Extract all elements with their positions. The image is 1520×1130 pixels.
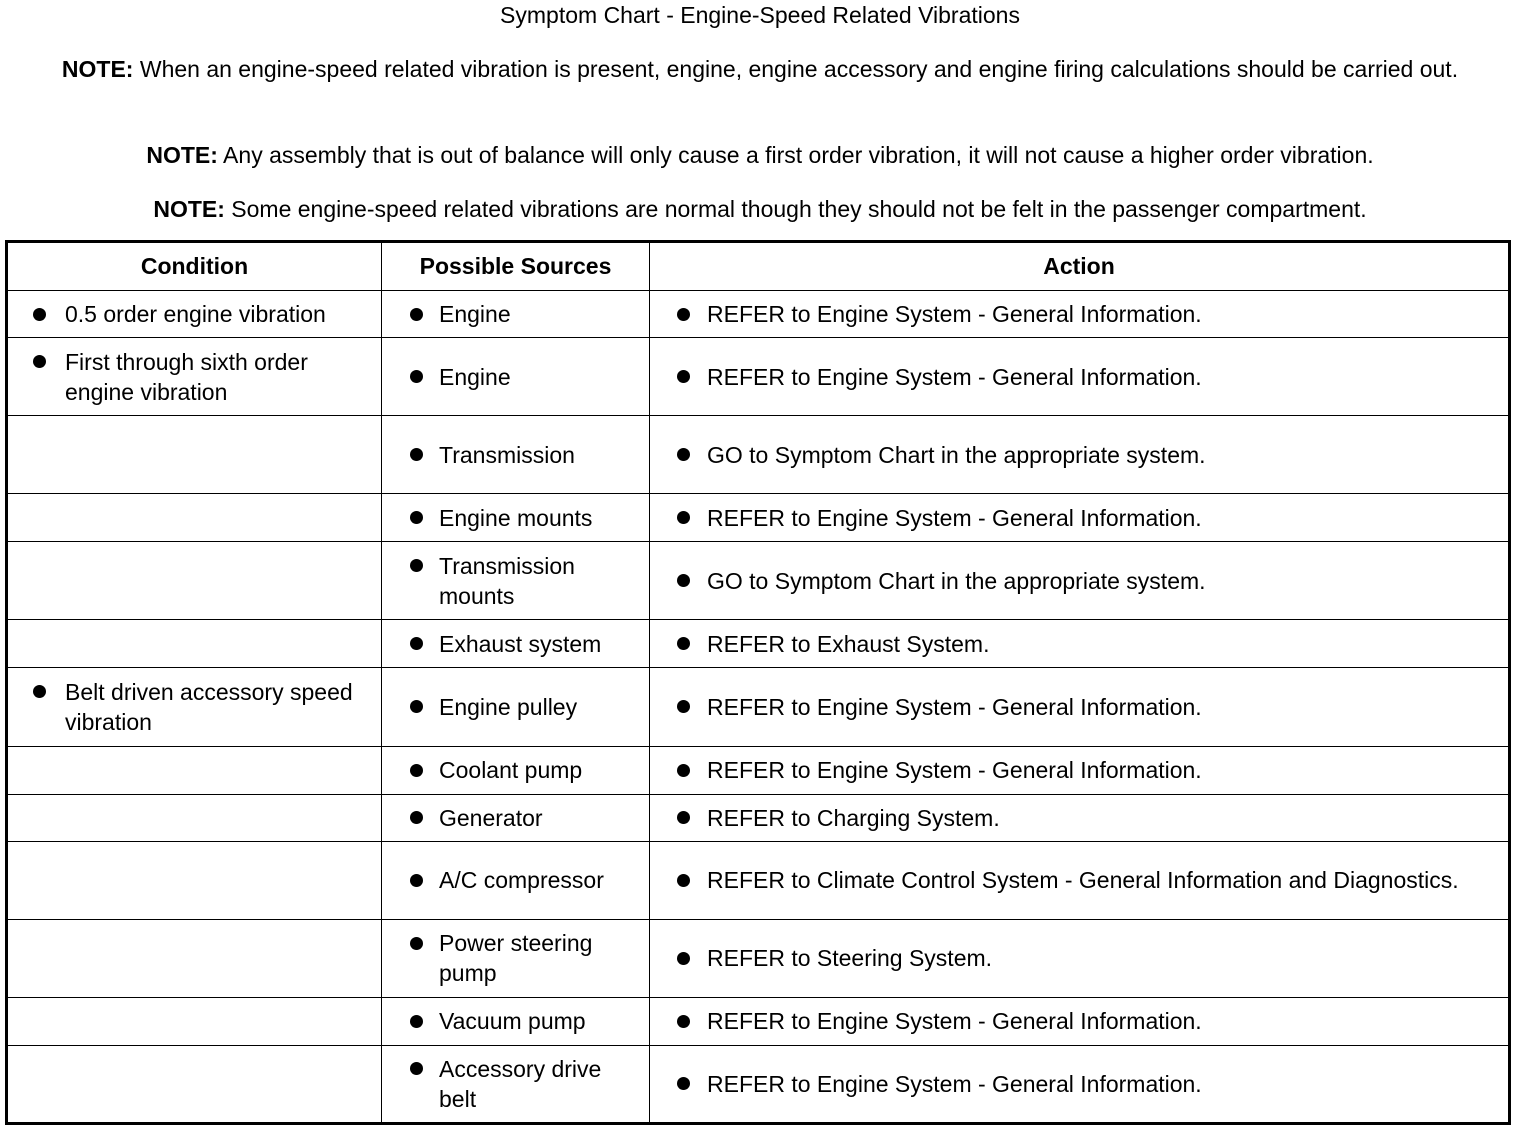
note-3 [0, 194, 1520, 224]
possible-source-cell [382, 746, 650, 794]
possible-source-cell [382, 919, 650, 997]
bullet-text: A/C compressor [439, 867, 604, 894]
table-row [7, 338, 1510, 416]
bullet-text: REFER to Engine System - General Information. [707, 363, 1202, 390]
bullet-icon [677, 637, 690, 650]
bullet-text: Engine [439, 301, 511, 328]
bullet-icon [677, 874, 690, 887]
possible-source-cell [382, 542, 650, 620]
bullet-item [650, 755, 1508, 785]
bullet-item [382, 865, 649, 895]
condition-cell [7, 1045, 382, 1123]
bullet-icon [410, 559, 423, 572]
table-row [7, 1045, 1510, 1123]
bullet-item [382, 503, 649, 533]
bullet-text: Transmission mounts [439, 552, 575, 609]
bullet-text: REFER to Engine System - General Information. [707, 693, 1202, 720]
bullet-icon [410, 448, 423, 461]
action-cell [650, 919, 1510, 997]
note-label: NOTE: [153, 196, 225, 222]
bullet-text: REFER to Exhaust System. [707, 630, 990, 657]
bullet-text: REFER to Engine System - General Information. [707, 757, 1202, 784]
bullet-text: REFER to Steering System. [707, 945, 993, 972]
bullet-icon [410, 874, 423, 887]
bullet-icon [677, 370, 690, 383]
table-row [7, 668, 1510, 746]
bullet-icon [677, 952, 690, 965]
action-cell [650, 794, 1510, 841]
bullet-item [650, 299, 1508, 329]
table-header-row [7, 242, 1510, 291]
bullet-item [650, 566, 1508, 596]
bullet-icon [677, 511, 690, 524]
action-cell [650, 338, 1510, 416]
bullet-text: Engine mounts [439, 504, 593, 531]
condition-cell [7, 620, 382, 668]
bullet-item [382, 299, 649, 329]
action-cell [650, 668, 1510, 746]
header-action: Action [650, 242, 1510, 291]
bullet-icon [33, 308, 46, 321]
bullet-item [650, 943, 1508, 973]
action-cell [650, 494, 1510, 542]
possible-source-cell [382, 338, 650, 416]
symptom-chart-table [5, 240, 1511, 1125]
possible-source-cell [382, 794, 650, 841]
bullet-item [650, 803, 1508, 833]
bullet-icon [677, 700, 690, 713]
bullet-text: First through sixth order engine vibration [65, 348, 308, 405]
bullet-item [650, 629, 1508, 659]
condition-cell [7, 841, 382, 919]
bullet-item [382, 803, 649, 833]
bullet-item [382, 755, 649, 785]
table-row [7, 620, 1510, 668]
bullet-icon [410, 637, 423, 650]
bullet-item [382, 440, 649, 470]
note-text: When an engine-speed related vibration is present, engine, engine accessory and engine firing calculations should be carried out. [133, 56, 1459, 82]
bullet-icon [410, 511, 423, 524]
table-row [7, 416, 1510, 494]
possible-source-cell [382, 494, 650, 542]
possible-source-cell [382, 620, 650, 668]
bullet-icon [410, 1015, 423, 1028]
bullet-item [382, 1006, 649, 1036]
bullet-text: REFER to Climate Control System - General Information and Diagnostics. [707, 867, 1459, 894]
table-row [7, 794, 1510, 841]
bullet-item [650, 1069, 1508, 1099]
bullet-item [650, 503, 1508, 533]
possible-source-cell [382, 416, 650, 494]
table-row [7, 494, 1510, 542]
condition-cell [7, 338, 382, 416]
condition-cell [7, 542, 382, 620]
bullet-item [650, 440, 1508, 470]
bullet-item [382, 362, 649, 392]
bullet-icon [677, 308, 690, 321]
bullet-text: Vacuum pump [439, 1008, 586, 1035]
action-cell [650, 542, 1510, 620]
bullet-icon [677, 811, 690, 824]
table-row [7, 542, 1510, 620]
bullet-text: REFER to Charging System. [707, 804, 1000, 831]
table-row [7, 997, 1510, 1045]
bullet-icon [677, 1015, 690, 1028]
action-cell [650, 997, 1510, 1045]
bullet-text: Generator [439, 804, 543, 831]
bullet-icon [410, 308, 423, 321]
bullet-text: GO to Symptom Chart in the appropriate system. [707, 441, 1206, 468]
bullet-icon [410, 1062, 423, 1075]
bullet-icon [677, 448, 690, 461]
bullet-item [382, 629, 649, 659]
condition-cell [7, 494, 382, 542]
table-body [7, 291, 1510, 1124]
bullet-text: REFER to Engine System - General Information. [707, 1070, 1202, 1097]
possible-source-cell [382, 1045, 650, 1123]
bullet-text: Engine pulley [439, 693, 578, 720]
bullet-icon [410, 700, 423, 713]
bullet-item [382, 928, 649, 988]
bullet-text: Power steering pump [439, 930, 593, 987]
note-1 [16, 54, 1504, 84]
condition-cell [7, 416, 382, 494]
action-cell [650, 841, 1510, 919]
possible-source-cell [382, 291, 650, 338]
header-possible-sources: Possible Sources [382, 242, 650, 291]
bullet-item [382, 692, 649, 722]
possible-source-cell [382, 841, 650, 919]
table-row [7, 841, 1510, 919]
bullet-icon [410, 811, 423, 824]
bullet-text: Exhaust system [439, 630, 602, 657]
condition-cell [7, 794, 382, 841]
bullet-item [8, 677, 381, 737]
bullet-text: REFER to Engine System - General Information. [707, 504, 1202, 531]
bullet-text: Transmission [439, 441, 575, 468]
bullet-item [650, 1006, 1508, 1036]
note-text: Any assembly that is out of balance will only cause a first order vibration, it will not cause a higher order vibration. [217, 142, 1374, 168]
note-text: Some engine-speed related vibrations are normal though they should not be felt in the passenger compartment. [224, 196, 1367, 222]
note-label: NOTE: [146, 142, 218, 168]
condition-cell [7, 668, 382, 746]
action-cell [650, 1045, 1510, 1123]
bullet-text: Accessory drive belt [439, 1055, 602, 1112]
bullet-icon [677, 1077, 690, 1090]
header-condition: Condition [7, 242, 382, 291]
bullet-icon [410, 764, 423, 777]
condition-cell [7, 291, 382, 338]
bullet-item [650, 865, 1508, 895]
bullet-text: 0.5 order engine vibration [65, 301, 326, 328]
bullet-text: Engine [439, 363, 511, 390]
bullet-icon [410, 370, 423, 383]
note-label: NOTE: [61, 56, 134, 82]
bullet-text: Belt driven accessory speed vibration [65, 678, 353, 735]
table-row [7, 291, 1510, 338]
action-cell [650, 746, 1510, 794]
page-title: Symptom Chart - Engine-Speed Related Vibrations [500, 2, 1020, 28]
action-cell [650, 416, 1510, 494]
condition-cell [7, 919, 382, 997]
possible-source-cell [382, 668, 650, 746]
bullet-item [8, 347, 381, 407]
bullet-text: REFER to Engine System - General Information. [707, 1008, 1202, 1035]
condition-cell [7, 997, 382, 1045]
bullet-text: Coolant pump [439, 757, 583, 784]
action-cell [650, 620, 1510, 668]
bullet-item [8, 299, 381, 329]
table-row [7, 746, 1510, 794]
bullet-text: GO to Symptom Chart in the appropriate system. [707, 567, 1206, 594]
table-row [7, 919, 1510, 997]
bullet-text: REFER to Engine System - General Information. [707, 301, 1202, 328]
bullet-icon [33, 355, 46, 368]
bullet-item [650, 362, 1508, 392]
bullet-item [382, 1054, 649, 1114]
action-cell [650, 291, 1510, 338]
bullet-icon [677, 574, 690, 587]
possible-source-cell [382, 997, 650, 1045]
bullet-icon [33, 685, 46, 698]
bullet-icon [410, 937, 423, 950]
bullet-item [650, 692, 1508, 722]
note-2 [0, 140, 1520, 170]
bullet-item [382, 551, 649, 611]
bullet-icon [677, 764, 690, 777]
condition-cell [7, 746, 382, 794]
